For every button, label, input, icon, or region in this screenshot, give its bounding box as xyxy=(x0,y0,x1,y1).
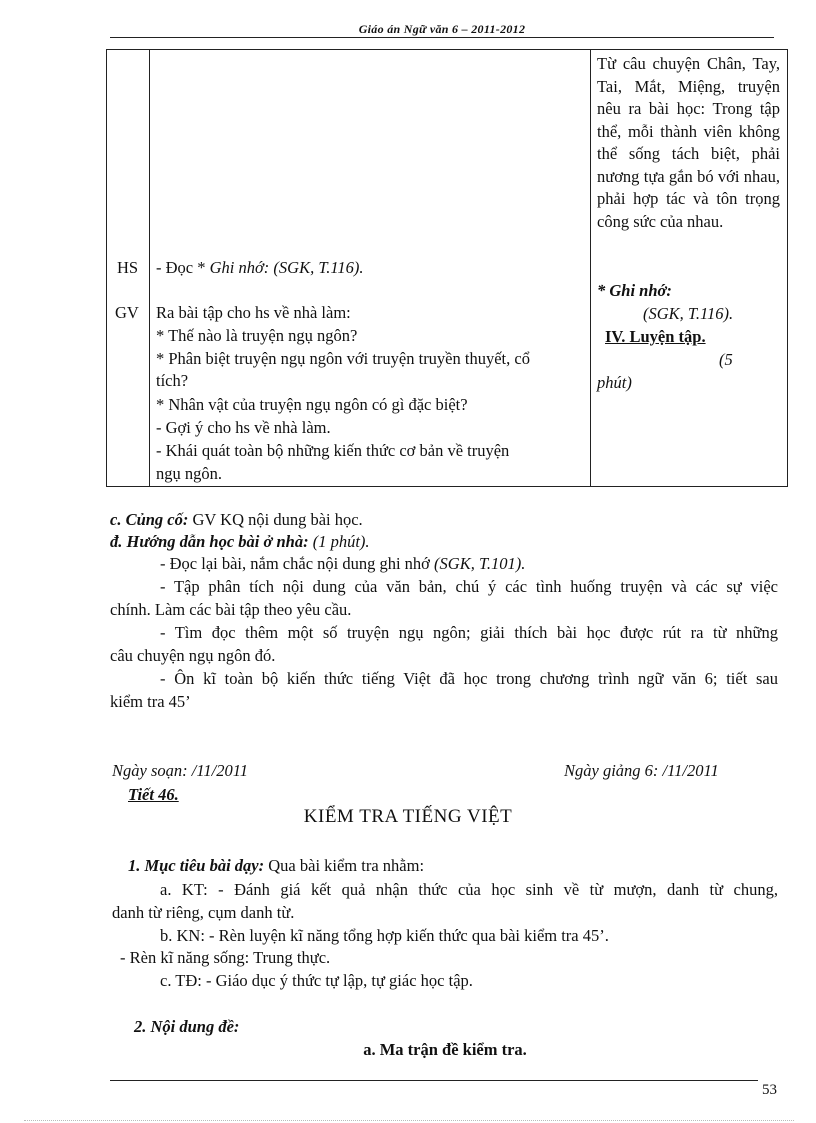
header-rule xyxy=(110,37,774,38)
lesson-conclusion: Từ câu chuyện Chân, Tay, Tai, Mắt, Miệng, truyện nêu ra bài học: Trong tập thể, mỗi thành viên không thể sống tách biệt, phải nương tựa gắn bó với nhau, phải hợp tác và tôn trọng công sức của nhau. xyxy=(597,54,780,231)
role-hs: HS xyxy=(117,258,139,277)
date-taught: Ngày giảng 6: /11/2011 xyxy=(564,761,719,780)
gv-line: tích? xyxy=(156,371,189,390)
homework-item: - Tìm đọc thêm một số truyện ngụ ngôn; giải thích bài học được rút ra từ những xyxy=(160,623,778,642)
objective-skill: b. KN: - Rèn luyện kĩ năng tổng hợp kiến thức qua bài kiểm tra 45’. xyxy=(160,926,609,945)
matrix-heading: a. Ma trận đề kiểm tra. xyxy=(363,1040,527,1059)
page-header: Giáo án Ngữ văn 6 – 2011-2012 xyxy=(358,22,526,36)
objective-attitude: c. TĐ: - Giáo dục ý thức tự lập, tự giác học tập. xyxy=(160,971,473,990)
page-title: KIỂM TRA TIẾNG VIỆT xyxy=(303,806,513,827)
content-column xyxy=(591,50,788,487)
time-close: phút) xyxy=(597,373,632,392)
objective-knowledge: a. KT: - Đánh giá kết quả nhận thức của học sinh về từ mượn, danh từ chung, xyxy=(160,880,778,899)
homework-item-cont: chính. Làm các bài tập theo yêu cầu. xyxy=(110,600,352,619)
gv-line: - Gợi ý cho hs về nhà làm. xyxy=(156,418,331,437)
page-edge-dots xyxy=(24,1120,794,1121)
date-prepared: Ngày soạn: /11/2011 xyxy=(112,761,248,780)
gv-line: - Khái quát toàn bộ những kiến thức cơ bản về truyện xyxy=(156,441,510,460)
gv-line: * Nhân vật của truyện ngụ ngôn có gì đặc biệt? xyxy=(156,395,468,414)
gv-line: ngụ ngôn. xyxy=(156,464,222,483)
gv-line: * Phân biệt truyện ngụ ngôn với truyện truyền thuyết, cổ xyxy=(156,349,530,368)
homework-item: - Đọc lại bài, nắm chắc nội dung ghi nhớ (SGK, T.101). xyxy=(160,554,526,573)
lesson-table xyxy=(106,49,788,487)
role-column xyxy=(107,50,150,487)
ghi-nho-label: * Ghi nhớ: xyxy=(597,281,672,300)
page-number: 53 xyxy=(762,1082,777,1098)
homework-item: - Tập phân tích nội dung của văn bản, chú ý các tình huống truyện và các sự việc xyxy=(160,577,778,596)
ghi-nho-ref: (SGK, T.116). xyxy=(643,304,734,323)
gv-line: Ra bài tập cho hs về nhà làm: xyxy=(156,303,351,322)
footer-rule xyxy=(110,1080,758,1081)
homework-item: - Ôn kĩ toàn bộ kiến thức tiếng Việt đã học trong chương trình ngữ văn 6; tiết sau xyxy=(160,669,778,688)
huong-dan-heading: đ. Hướng dẫn học bài ở nhà: (1 phút). xyxy=(110,532,370,551)
time-open: (5 xyxy=(719,350,733,369)
section-heading: IV. Luyện tập. xyxy=(605,327,706,346)
objective-life-skill: - Rèn kĩ năng sống: Trung thực. xyxy=(120,948,331,967)
activity-column xyxy=(150,50,591,487)
homework-item-cont: kiểm tra 45’ xyxy=(110,692,191,711)
homework-item-cont: câu chuyện ngụ ngôn đó. xyxy=(110,646,276,665)
content-heading: 2. Nội dung đề: xyxy=(134,1017,240,1036)
gv-line: * Thế nào là truyện ngụ ngôn? xyxy=(156,326,358,345)
objectives-heading: 1. Mục tiêu bài dạy: Qua bài kiểm tra nhằm: xyxy=(128,856,425,875)
lesson-number: Tiết 46. xyxy=(128,785,179,804)
cung-co: c. Củng cố: GV KQ nội dung bài học. xyxy=(110,510,363,529)
role-gv: GV xyxy=(115,303,139,322)
hs-activity: - Đọc * Ghi nhớ: (SGK, T.116). xyxy=(156,258,364,277)
objective-knowledge-cont: danh từ riêng, cụm danh từ. xyxy=(112,903,295,922)
